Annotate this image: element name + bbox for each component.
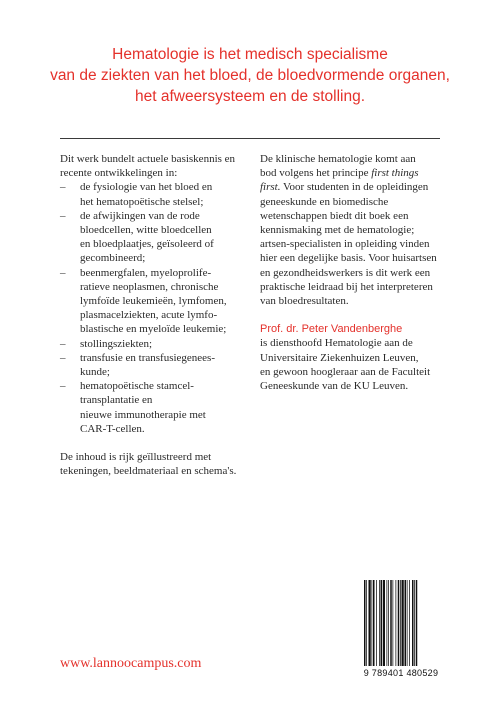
barcode-bar [414, 580, 415, 666]
list-dash: – [60, 266, 66, 279]
list-item-line: de afwijkingen van de rode [80, 209, 200, 222]
barcode-bar [387, 580, 388, 666]
barcode-bar [409, 580, 410, 666]
description-line: geneeskunde en biomedische [260, 195, 389, 208]
description-line: kennismaking met de hematologie; [260, 224, 415, 237]
list-dash: – [60, 351, 66, 364]
italic-phrase: first things [371, 167, 419, 180]
intro-line: recente ontwikkelingen in: [60, 167, 178, 180]
description-text: bod volgens het principe [260, 167, 372, 180]
list-dash: – [60, 209, 66, 222]
description-line [260, 166, 440, 180]
barcode-bar [366, 580, 367, 666]
headline [40, 44, 460, 107]
headline-line: van de ziekten van het bloed, de bloedvormende organen, [50, 67, 450, 84]
barcode-bar [398, 580, 400, 666]
barcode [362, 580, 440, 682]
right-column [260, 152, 440, 393]
left-column [60, 152, 240, 478]
barcode-bar [407, 580, 408, 666]
description-line: artsen-specialisten in opleiding vinden [260, 238, 430, 251]
description-line: De klinische hematologie komt aan [260, 153, 416, 165]
intro-line: Dit werk bundelt actuele basiskennis en [60, 153, 236, 165]
isbn-number: 9 789401 480529 [363, 668, 439, 678]
barcode-bar [402, 580, 404, 666]
list-dash: – [60, 181, 66, 194]
italic-phrase: first. [260, 181, 281, 194]
list-item-line: ratieve neoplasmen, chronische [80, 280, 219, 293]
list-item-line: beenmergfalen, myeloprolife- [80, 266, 212, 279]
list-item-line: lymfoïde leukemieën, lymfomen, [80, 295, 227, 308]
barcode-bars [362, 580, 440, 666]
outro-line: De inhoud is rijk geïllustreerd met [60, 451, 212, 464]
description-line: van bloedresultaten. [260, 295, 349, 308]
list-item-line: de fysiologie van het bloed en [80, 181, 213, 194]
description-text: Voor studenten in de opleidingen [280, 181, 429, 194]
author-bio-line: Universitaire Ziekenhuizen Leuven, [260, 351, 419, 364]
barcode-bar [381, 580, 383, 666]
barcode-bar [383, 580, 385, 666]
list-item [60, 209, 240, 266]
list-item-line: bloedcellen, witte bloedcellen [80, 224, 212, 237]
list-item-line: stollingsziekten; [80, 337, 153, 350]
barcode-bar [388, 580, 389, 666]
list-item-line: en bloedplaatjes, geïsoleerd of [80, 238, 214, 251]
list-item [60, 337, 240, 351]
description-line: hier een degelijke basis. Voor huisartsen [260, 252, 437, 265]
barcode-bar [373, 580, 375, 666]
barcode-bar [405, 580, 407, 666]
author-bio-line: is diensthoofd Hematologie aan de [260, 337, 413, 350]
list-item-line: nieuwe immunotherapie met [80, 408, 206, 421]
barcode-bar [393, 580, 394, 666]
list-dash: – [60, 380, 66, 393]
barcode-bar [416, 580, 418, 666]
list-item [60, 266, 240, 337]
list-item-line: het hematopoëtische stelsel; [80, 195, 204, 208]
barcode-bar [412, 580, 414, 666]
barcode-bar [376, 580, 377, 666]
description-line: en gezondheidswerkers is dit werk een [260, 266, 431, 279]
top-divider [60, 138, 440, 139]
list-item-line: plasmacelziekten, acute lymfo- [80, 309, 218, 322]
list-item [60, 379, 240, 436]
list-item-line: blastische en myeloïde leukemie; [80, 323, 227, 336]
headline-line: Hematologie is het medisch specialisme [112, 46, 388, 63]
outro-line: tekeningen, beeldmateriaal en schema's. [60, 465, 237, 478]
description-line [260, 180, 440, 194]
list-item-line: transplantatie en [80, 394, 153, 407]
list-item-line: transfusie en transfusiegenees- [80, 351, 216, 364]
author-bio-line: en gewoon hoogleraar aan de Faculteit [260, 365, 431, 378]
list-item-line: CAR-T-cellen. [80, 422, 145, 435]
author-name: Prof. dr. Peter Vandenberghe [260, 323, 403, 336]
barcode-bar [396, 580, 397, 666]
publisher-url[interactable]: www.lannoocampus.com [60, 656, 202, 671]
list-item [60, 351, 240, 379]
author-bio-line: Geneeskunde van de KU Leuven. [260, 380, 409, 393]
barcode-bar [379, 580, 380, 666]
headline-line: het afweersysteem en de stolling. [134, 88, 366, 105]
barcode-bar [372, 580, 373, 666]
list-item [60, 180, 240, 208]
list-dash: – [60, 337, 66, 350]
barcode-bar [390, 580, 392, 666]
barcode-bar [400, 580, 401, 666]
list-item-line: gecombineerd; [80, 252, 146, 265]
description-line: wetenschappen biedt dit boek een [260, 209, 409, 222]
list-item-line: hematopoëtische stamcel- [80, 380, 194, 393]
barcode-bar [369, 580, 371, 666]
description-line: praktische leidraad bij het interpreteren [260, 280, 433, 293]
barcode-bar [364, 580, 366, 666]
list-item-line: kunde; [80, 366, 110, 379]
